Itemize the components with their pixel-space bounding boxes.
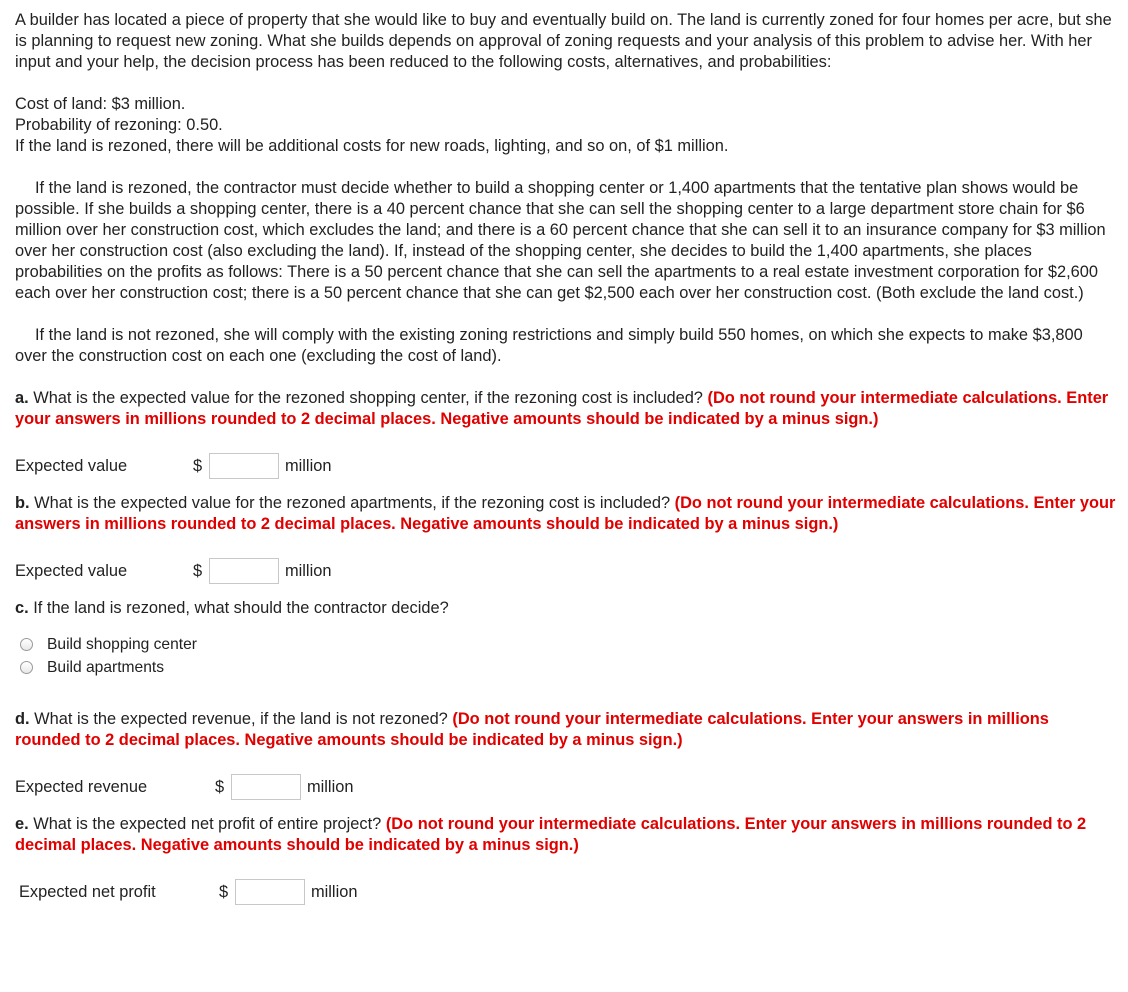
answer-b-currency: $	[193, 561, 203, 580]
question-b	[15, 493, 1118, 535]
question-a-instruction: (Do not round your intermediate calculations. Enter your answers in millions rounded to 2 decimal places. Negative amounts should be indicated by a minus sign.)	[15, 389, 1109, 428]
answer-e-unit: million	[311, 882, 358, 901]
answer-a-input[interactable]	[209, 453, 279, 479]
answer-a-label: Expected value	[15, 456, 128, 475]
answer-b-label: Expected value	[15, 561, 128, 580]
question-b-text: What is the expected value for the rezoned apartments, if the rezoning cost is included?	[29, 494, 675, 512]
cost-of-land: Cost of land: $3 million.	[15, 95, 186, 113]
answer-row-e	[15, 877, 1118, 907]
question-c-text: If the land is rezoned, what should the contractor decide?	[28, 599, 449, 617]
radio-apartments[interactable]	[20, 661, 33, 674]
question-d-instruction: (Do not round your intermediate calculations. Enter your answers in millions rounded to 2 decimal places. Negative amounts should be indicated by a minus sign.)	[15, 710, 1049, 749]
question-a	[15, 388, 1118, 430]
answer-d-input[interactable]	[231, 774, 301, 800]
question-a-letter: a.	[15, 389, 29, 407]
answer-a-unit: million	[285, 456, 332, 475]
question-b-letter: b.	[15, 494, 30, 512]
answer-d-currency: $	[215, 777, 225, 796]
paragraph-not-rezoned: If the land is not rezoned, she will comply with the existing zoning restrictions and simply build 550 homes, on which she expects to make $3,800 over the construction cost on each one (excluding the cost of land).	[15, 326, 1083, 365]
question-d-letter: d.	[15, 710, 30, 728]
option-apartments-label: Build apartments	[47, 659, 165, 676]
answer-b-unit: million	[285, 561, 332, 580]
question-e-instruction: (Do not round your intermediate calculations. Enter your answers in millions rounded to 2 decimal places. Negative amounts should be indicated by a minus sign.)	[15, 815, 1087, 854]
radio-shopping-center[interactable]	[20, 638, 33, 651]
answer-row-a	[15, 451, 1118, 481]
question-e	[15, 814, 1118, 856]
question-a-text: What is the expected value for the rezoned shopping center, if the rezoning cost is included?	[28, 389, 708, 407]
answer-row-d	[15, 772, 1118, 802]
givens-block	[15, 94, 1118, 157]
answer-a-currency: $	[193, 456, 203, 475]
answer-e-label: Expected net profit	[19, 882, 156, 901]
answer-row-b	[15, 556, 1118, 586]
problem-intro: A builder has located a piece of property that she would like to buy and eventually build on. The land is currently zoned for four homes per acre, but she is planning to request new zoning. What she builds depends on approval of zoning requests and your analysis of this problem to advise her. With her input and your help, the decision process has been reduced to the following costs, alternatives, and probabilities:	[15, 11, 1112, 71]
probability-of-rezoning: Probability of rezoning: 0.50.	[15, 116, 223, 134]
option-shopping-center[interactable]	[20, 633, 1118, 656]
decision-radio-group	[20, 633, 1118, 679]
question-d	[15, 709, 1118, 751]
paragraph-rezoned: If the land is rezoned, the contractor must decide whether to build a shopping center or 1,400 apartments that the tentative plan shows would be possible. If she builds a shopping center, there is a 40 percent chance that she can sell the shopping center to a large department store chain for $6 million over her construction cost, which excludes the land; and there is a 60 percent chance that she can sell it to an insurance company for $3 million over her construction cost (also excluding the land). If, instead of the shopping center, she decides to build the 1,400 apartments, she places probabilities on the profits as follows: There is a 50 percent chance that she can sell the apartments to a real estate investment corporation for $2,600 each over her construction cost; there is a 50 percent chance that she can get $2,500 each over her construction cost. (Both exclude the land cost.)	[15, 179, 1106, 302]
answer-e-input[interactable]	[235, 879, 305, 905]
additional-costs: If the land is rezoned, there will be additional costs for new roads, lighting, and so on, of $1 million.	[15, 137, 729, 155]
question-c-letter: c.	[15, 599, 29, 617]
answer-e-currency: $	[219, 882, 229, 901]
question-c	[15, 598, 1118, 619]
question-d-text: What is the expected revenue, if the land is not rezoned?	[29, 710, 453, 728]
answer-d-label: Expected revenue	[15, 777, 148, 796]
question-e-text: What is the expected net profit of entire project?	[28, 815, 386, 833]
answer-d-unit: million	[307, 777, 354, 796]
answer-b-input[interactable]	[209, 558, 279, 584]
question-b-instruction: (Do not round your intermediate calculations. Enter your answers in millions rounded to 2 decimal places. Negative amounts should be indicated by a minus sign.)	[15, 494, 1116, 533]
question-e-letter: e.	[15, 815, 29, 833]
option-shopping-center-label: Build shopping center	[47, 636, 197, 653]
option-apartments[interactable]	[20, 656, 1118, 679]
